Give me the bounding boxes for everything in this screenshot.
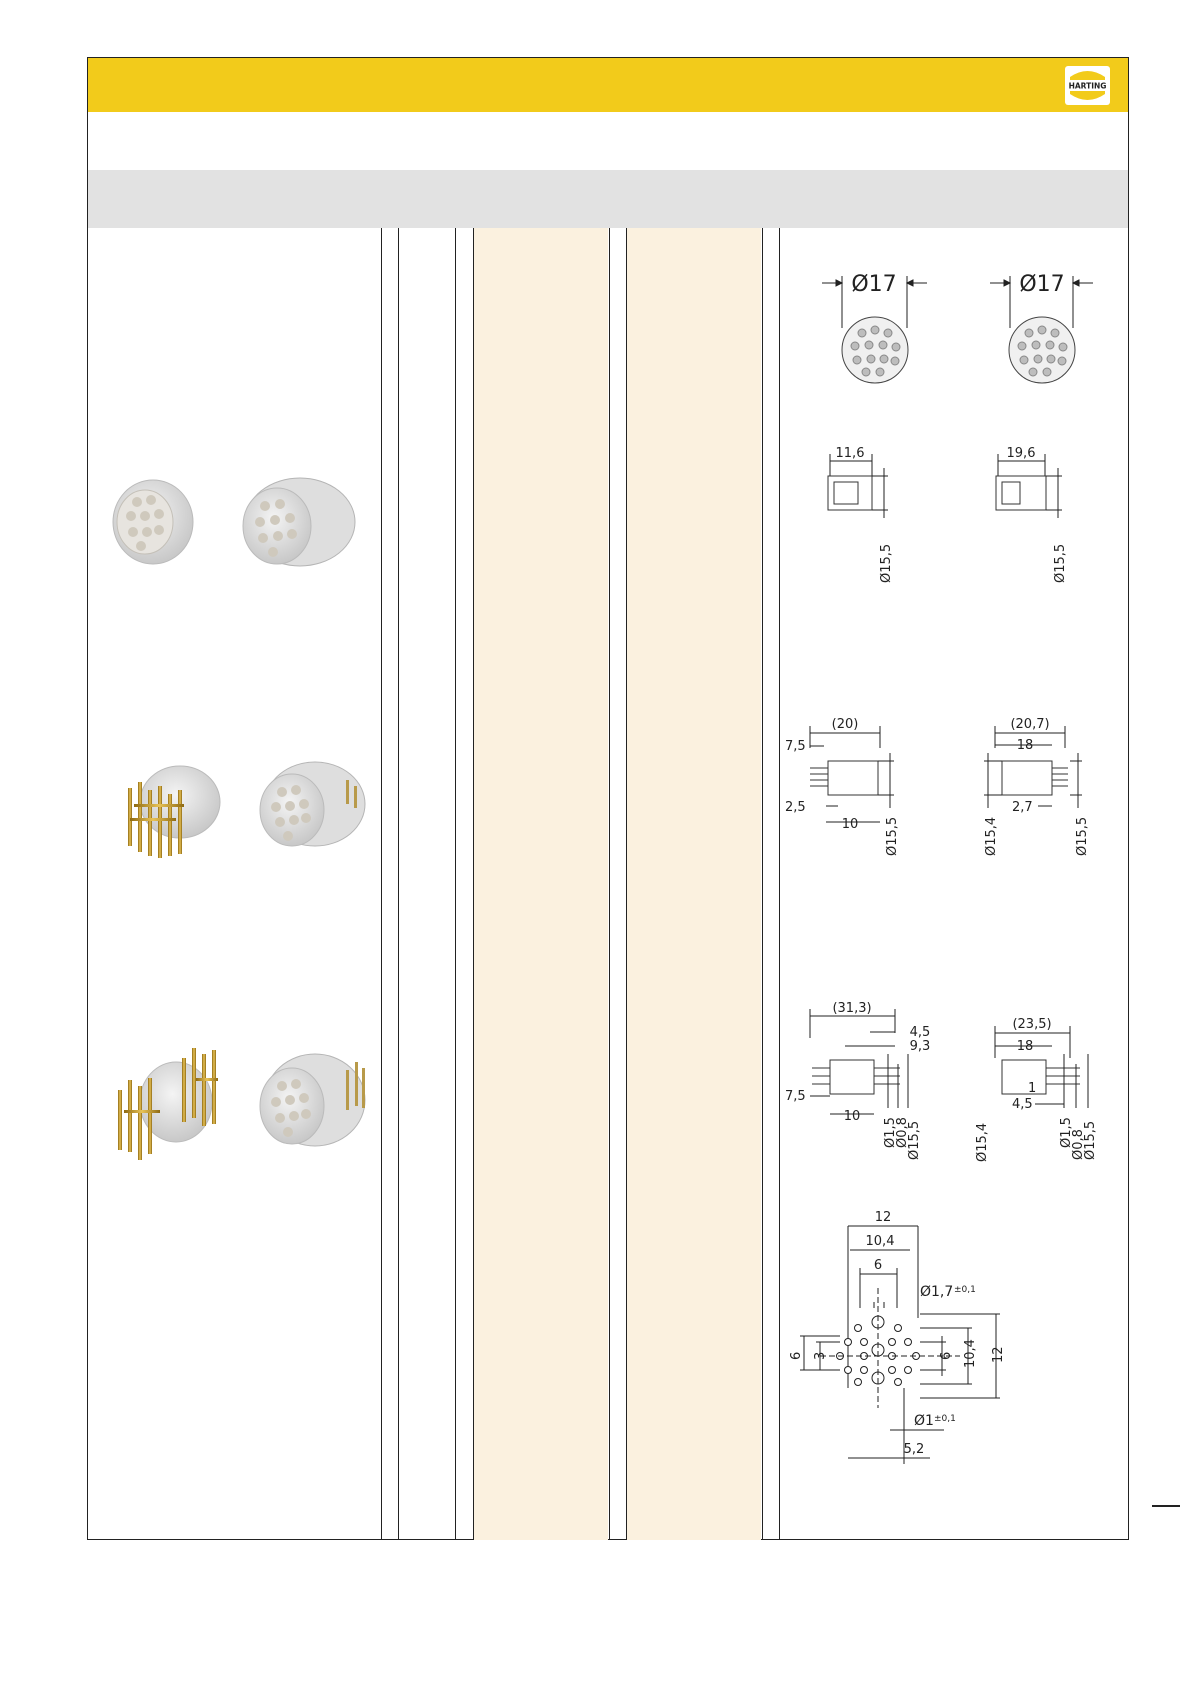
svg-text:Ø15,4: Ø15,4 [975,1122,990,1162]
column-divider [762,228,763,1540]
svg-text:Ø1,5: Ø1,5 [1059,1117,1074,1148]
column-divider [626,228,627,1540]
svg-text:Ø15,4: Ø15,4 [984,816,999,856]
column-divider [381,228,382,1540]
svg-text:12: 12 [991,1346,1006,1363]
svg-text:10,4: 10,4 [963,1339,978,1368]
svg-text:(20,7): (20,7) [1010,717,1050,732]
svg-text:10: 10 [843,1109,861,1124]
svg-text:Ø1,7: Ø1,7 [920,1284,954,1300]
svg-text:(23,5): (23,5) [1012,1017,1052,1032]
pcb-hole-pattern [789,1210,1006,1464]
logo-text: HARTING [1068,81,1107,91]
svg-text:6: 6 [873,1258,883,1273]
column-divider [455,228,456,1540]
male-insert-long-pins-photo [110,1040,375,1165]
svg-text:1: 1 [1028,1081,1037,1096]
svg-text:(31,3): (31,3) [832,1001,872,1016]
svg-text:Ø0,8: Ø0,8 [895,1117,910,1148]
svg-text:19,6: 19,6 [1006,446,1036,461]
column-divider [609,228,610,1540]
svg-text:7,5: 7,5 [785,1089,806,1104]
highlight-column-2 [627,228,761,1540]
pcb-view-left [785,717,900,856]
svg-text:9,3: 9,3 [909,1039,931,1054]
subheader-band [88,170,1128,228]
svg-text:Ø15,5: Ø15,5 [879,543,894,583]
side-view-left [828,446,894,583]
svg-text:Ø15,5: Ø15,5 [885,816,900,856]
svg-text:10: 10 [841,817,859,832]
svg-text:6: 6 [789,1351,804,1360]
diameter-label: Ø17 [851,272,897,297]
svg-text:6: 6 [939,1351,954,1360]
svg-text:7,5: 7,5 [785,739,806,754]
page-tab-marker [1152,1505,1180,1507]
svg-text:5,2: 5,2 [903,1442,925,1457]
front-view-right [990,272,1093,383]
svg-text:Ø1: Ø1 [914,1413,934,1429]
diameter-label: Ø17 [1019,272,1065,297]
svg-text:10,4: 10,4 [865,1234,895,1249]
svg-text:2,5: 2,5 [785,800,806,815]
svg-text:±0,1: ±0,1 [934,1414,956,1424]
svg-text:Ø15,5: Ø15,5 [907,1120,922,1160]
svg-text:Ø15,5: Ø15,5 [1053,543,1068,583]
svg-text:2,7: 2,7 [1012,800,1033,815]
column-divider [398,228,399,1540]
harting-logo [1062,63,1113,108]
technical-drawings [780,228,1128,1540]
long-pin-view-left [785,1001,930,1160]
pcb-view-right [984,717,1090,856]
long-pin-view-right [975,1017,1098,1162]
svg-text:(20): (20) [831,717,859,732]
svg-text:12: 12 [874,1210,892,1225]
male-insert-pcb-photo [110,760,370,865]
svg-text:Ø0,8: Ø0,8 [1071,1129,1086,1160]
svg-text:18: 18 [1016,1039,1034,1054]
svg-text:Ø15,5: Ø15,5 [1075,816,1090,856]
svg-text:4,5: 4,5 [1012,1097,1033,1112]
column-divider [473,228,474,1540]
svg-text:Ø1,5: Ø1,5 [883,1117,898,1148]
svg-text:18: 18 [1016,738,1034,753]
front-view-left [822,272,927,383]
side-view-right [996,446,1068,583]
svg-text:Ø15,5: Ø15,5 [1083,1120,1098,1160]
svg-text:±0,1: ±0,1 [954,1285,976,1295]
female-insert-photo [105,470,370,570]
svg-text:11,6: 11,6 [835,446,865,461]
svg-text:3: 3 [813,1351,828,1360]
svg-text:4,5: 4,5 [909,1025,931,1040]
highlight-column-1 [474,228,608,1540]
